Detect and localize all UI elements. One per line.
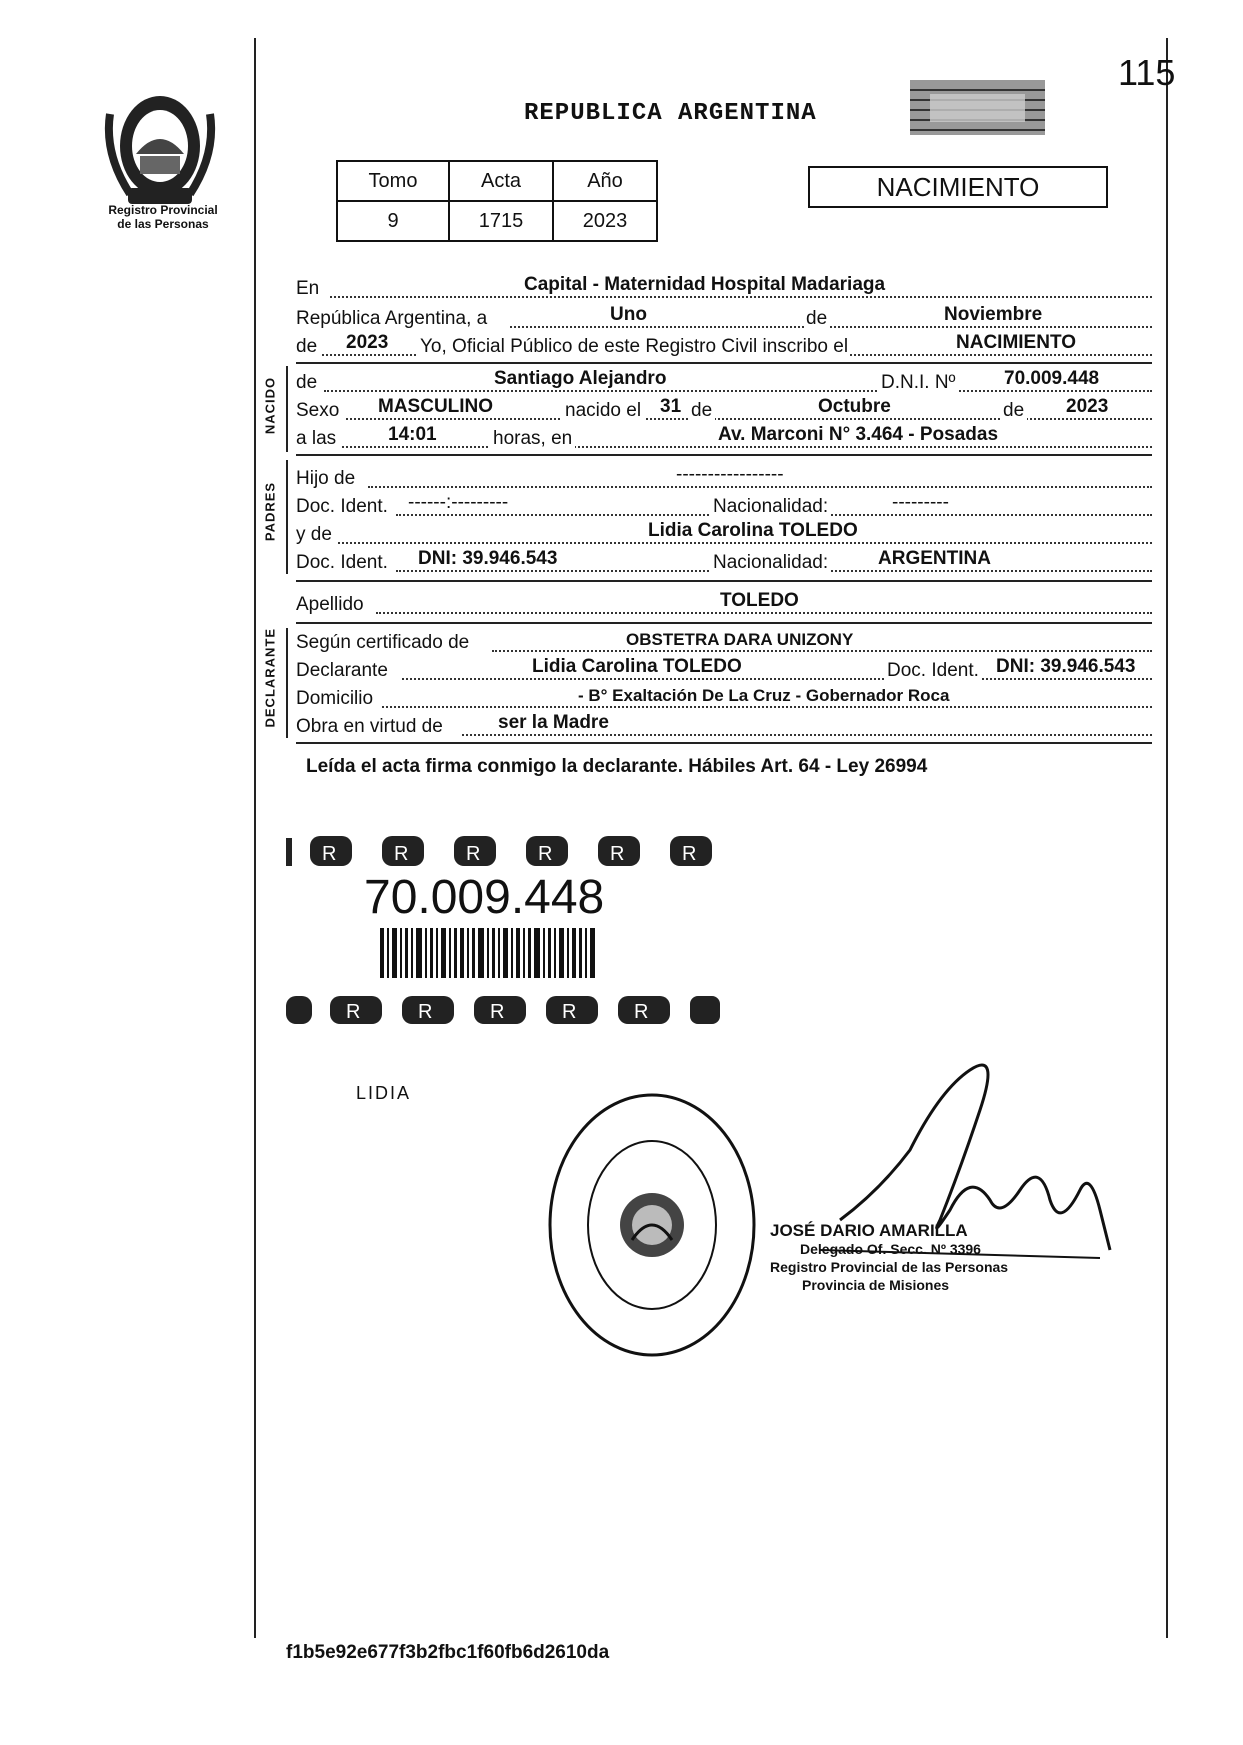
value-birth-day: 31: [660, 396, 682, 417]
dotted-line: [324, 390, 1152, 392]
barcode-icon: [380, 928, 600, 978]
label-horas: horas, en: [490, 428, 575, 450]
label-de: de: [296, 372, 318, 393]
section-divider: [296, 742, 1152, 744]
value-certificado: OBSTETRA DARA UNIZONY: [626, 630, 854, 649]
row-madre-doc: [296, 546, 1152, 576]
security-pattern-bottom: [286, 990, 726, 1030]
signatory-block: [770, 1222, 1008, 1294]
row-nacido-hora: [296, 422, 1152, 452]
row-padre: [296, 462, 1152, 492]
signatory-province: Provincia de Misiones: [802, 1277, 950, 1293]
row-certificado: [296, 626, 1152, 656]
dotted-line: [330, 296, 1152, 298]
value-father-nac: ---------: [892, 492, 949, 513]
section-divider: [296, 580, 1152, 582]
value-obra: ser la Madre: [498, 712, 609, 733]
dni-print: 70.009.448: [364, 871, 605, 924]
section-divider: [296, 622, 1152, 624]
official-seal-icon: [546, 1090, 758, 1360]
svg-text:R: R: [346, 1001, 361, 1023]
value-declarante: Lidia Carolina TOLEDO: [532, 656, 742, 677]
value-day: Uno: [610, 304, 647, 325]
row-en: [296, 272, 1152, 302]
label-de-year: de: [296, 336, 318, 357]
record-table: [336, 160, 658, 242]
dotted-line: [342, 446, 1152, 448]
section-bar: [286, 628, 288, 738]
closing-text: Leída el acta firma conmigo la declarante. Hábiles Art. 64 - Ley 26994: [306, 756, 928, 777]
label-apellido: Apellido: [296, 594, 364, 615]
row-declarante: [296, 654, 1152, 684]
doc-type-box: NACIMIENTO: [808, 166, 1108, 208]
value-apellido: TOLEDO: [720, 590, 799, 611]
signatory-name: JOSÉ DARIO AMARILLA: [770, 1221, 968, 1240]
label-sexo: Sexo: [296, 400, 340, 421]
table-header: Acta: [449, 161, 553, 201]
value-birth-month: Octubre: [818, 396, 891, 417]
dotted-line: [462, 734, 1152, 736]
section-bar: [286, 366, 288, 452]
row-padre-doc: [296, 490, 1152, 520]
dotted-line: [338, 542, 1152, 544]
security-pattern-top: [286, 830, 726, 870]
label-en: En: [296, 278, 320, 299]
value-month: Noviembre: [944, 304, 1043, 325]
dotted-line: [382, 706, 1152, 708]
label-oficial: Yo, Oficial Público de este Registro Civil inscribo el: [420, 336, 849, 357]
table-cell: 9: [337, 201, 449, 241]
dotted-line: [492, 650, 1152, 652]
row-madre: [296, 518, 1152, 548]
label-de: de: [1000, 400, 1027, 422]
org-name-line1: Registro Provincial: [108, 203, 218, 217]
handwritten-name: LIDIA: [356, 1083, 412, 1103]
section-divider: [296, 454, 1152, 456]
value-mother-doc: DNI: 39.946.543: [418, 548, 558, 569]
label-nacionalidad: Nacionalidad:: [710, 496, 831, 518]
value-father-doc: ------:---------: [408, 492, 509, 513]
document-hash: f1b5e92e677f3b2fbc1f60fb6d2610da: [286, 1642, 610, 1663]
svg-text:R: R: [610, 843, 625, 865]
label-republica: República Argentina, a: [296, 308, 488, 329]
dotted-line: [368, 486, 1152, 488]
provincial-seal-logo: [100, 84, 220, 212]
label-a-las: a las: [296, 428, 337, 449]
label-de: de: [688, 400, 715, 422]
value-domicilio: - B° Exaltación De La Cruz - Gobernador Roca: [578, 686, 950, 705]
label-nacionalidad: Nacionalidad:: [710, 552, 831, 574]
value-hour: 14:01: [388, 424, 437, 445]
row-oficial: [296, 330, 1152, 360]
page-title: REPUBLICA ARGENTINA: [524, 100, 817, 127]
label-segun-certificado: Según certificado de: [296, 632, 470, 653]
dotted-line: [346, 418, 1152, 420]
label-doc-ident: Doc. Ident.: [296, 496, 388, 517]
section-label-nacido: NACIDO: [262, 376, 278, 435]
value-sexo: MASCULINO: [378, 396, 494, 417]
value-declarante-doc: DNI: 39.946.543: [996, 656, 1136, 677]
value-inscribe: NACIMIENTO: [956, 332, 1076, 353]
label-declarante: Declarante: [296, 660, 388, 681]
svg-text:R: R: [466, 843, 481, 865]
svg-text:R: R: [538, 843, 553, 865]
section-bar: [286, 460, 288, 574]
row-nacido-name: [296, 366, 1152, 396]
dotted-line: [402, 678, 1152, 680]
table-cell: 2023: [553, 201, 657, 241]
section-label-padres: PADRES: [262, 481, 278, 542]
label-y-de: y de: [296, 524, 332, 545]
value-place: Capital - Maternidad Hospital Madariaga: [524, 274, 886, 295]
section-label-declarante: DECLARANTE: [262, 627, 278, 728]
left-margin-line: [254, 38, 256, 1638]
svg-text:R: R: [490, 1001, 505, 1023]
value-year: 2023: [346, 332, 389, 353]
svg-text:R: R: [634, 1001, 649, 1023]
label-nacido-el: nacido el: [562, 400, 644, 422]
value-name: Santiago Alejandro: [494, 368, 667, 389]
label-hijo-de: Hijo de: [296, 468, 356, 489]
signatory-role: Delegado Of. Secc. Nº 3396: [800, 1241, 981, 1257]
org-name-line2: de las Personas: [117, 217, 209, 231]
svg-text:R: R: [394, 843, 409, 865]
row-date: [296, 302, 1152, 332]
value-dni: 70.009.448: [1004, 368, 1100, 389]
label-doc-ident: Doc. Ident.: [884, 660, 982, 682]
security-stamp-icon: [910, 80, 1045, 135]
table-header: Año: [553, 161, 657, 201]
value-birth-place: Av. Marconi N° 3.464 - Posadas: [718, 424, 999, 445]
table-header: Tomo: [337, 161, 449, 201]
label-obra: Obra en virtud de: [296, 716, 443, 737]
label-dni: D.N.I. Nº: [878, 372, 959, 394]
page-number: 115: [1118, 52, 1176, 93]
value-mother: Lidia Carolina TOLEDO: [648, 520, 858, 541]
row-nacido-sexo: [296, 394, 1152, 424]
svg-text:R: R: [418, 1001, 433, 1023]
value-mother-nac: ARGENTINA: [878, 548, 991, 569]
label-domicilio: Domicilio: [296, 688, 374, 709]
svg-text:R: R: [682, 843, 697, 865]
section-divider: [296, 362, 1152, 364]
row-obra: [296, 710, 1152, 740]
dotted-line: [376, 612, 1152, 614]
svg-text:R: R: [562, 1001, 577, 1023]
row-apellido: [296, 588, 1152, 618]
value-father: -----------------: [676, 464, 784, 485]
signatory-org: Registro Provincial de las Personas: [770, 1259, 1009, 1275]
table-cell: 1715: [449, 201, 553, 241]
right-margin-line: [1166, 38, 1168, 1638]
label-de: de: [806, 308, 828, 329]
svg-text:R: R: [322, 843, 337, 865]
org-name: [88, 203, 238, 231]
dotted-line: [510, 326, 1152, 328]
row-domicilio: [296, 682, 1152, 712]
label-doc-ident: Doc. Ident.: [296, 552, 388, 573]
value-birth-year: 2023: [1066, 396, 1109, 417]
